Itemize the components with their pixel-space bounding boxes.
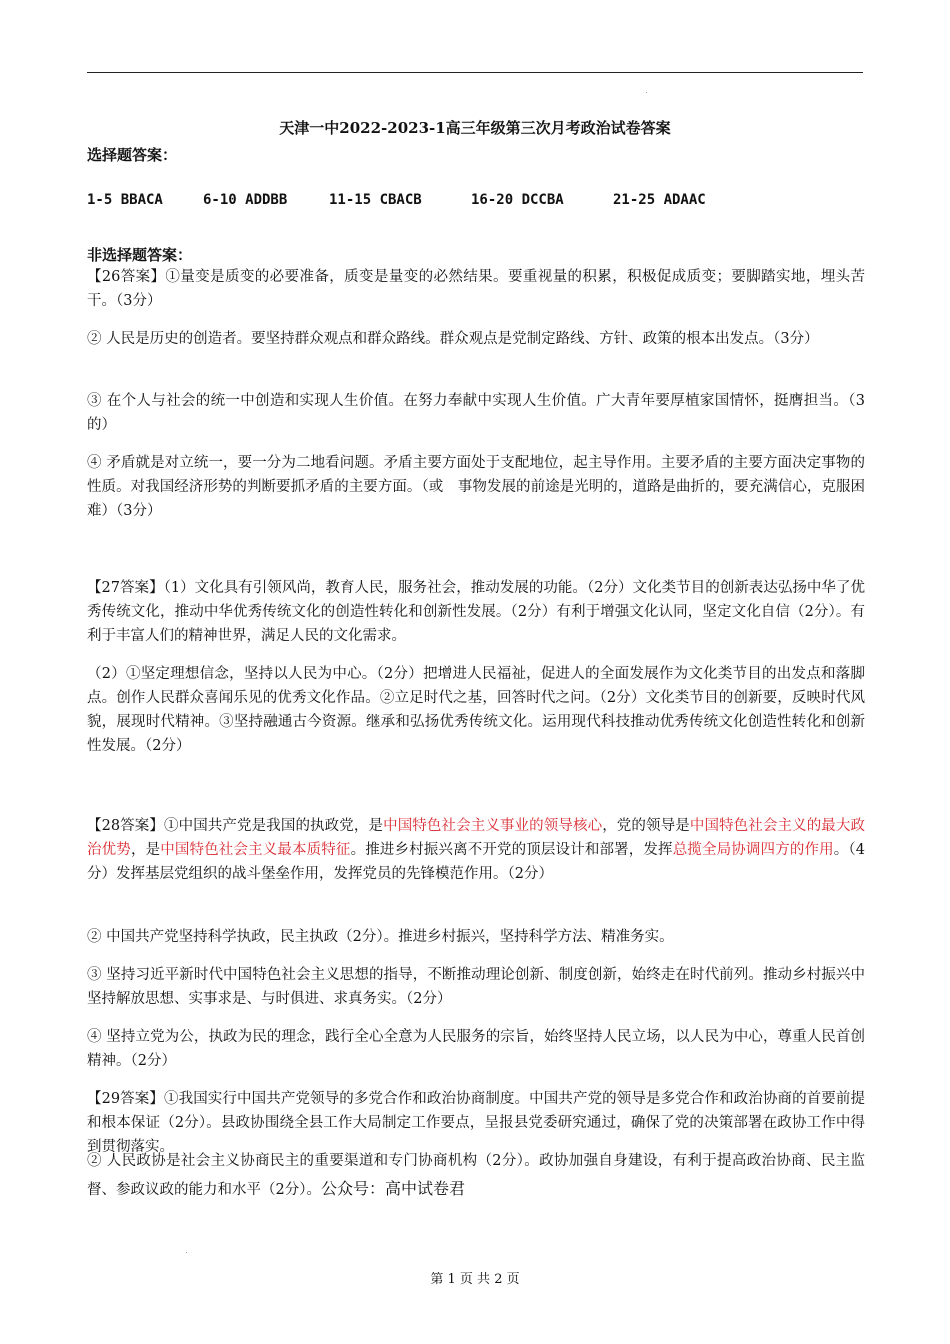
q28-highlight: 总揽全局协调四方的作用: [672, 842, 834, 858]
q28-text: 【28答案】①中国共产党是我国的执政党，是: [87, 818, 384, 834]
q29-text: ② 人民政协是社会主义协商民主的重要渠道和专门协商机构（2分）。政协加强自身建设，有利于提高政治协商、民主监督、参政议政的能力和水平（2分）。: [87, 1153, 865, 1198]
q26-point-3: ③ 在个人与社会的统一中创造和实现人生价值。在努力奉献中实现人生价值。广大青年要厚植家国情怀，挺膺担当。（3的）: [87, 393, 865, 433]
scan-dot: [186, 1252, 187, 1253]
watermark-text: 公众号：高中试卷君: [320, 1179, 465, 1198]
q28-highlight: 中国特色社会主义事业的领导核心: [383, 818, 603, 834]
answer-group: 6-10 ADDBB: [203, 192, 288, 208]
q27-part-1: 【27答案】（1）文化具有引领风尚，教育人民，服务社会，推动发展的功能。（2分）文化类节目的创新表达弘扬中华了优秀传统文化，推动中华优秀传统文化的创造性转化和创新性发展。（2分）有利于增强文化认同，坚定文化自信（2分）。有利于丰富人们的精神世界，满足人民的文化需求。: [87, 580, 865, 644]
q28-highlight: 中国特色社会主义最本质特征: [160, 842, 351, 858]
answer-group: 16-20 DCCBA: [471, 192, 564, 208]
page-title: 天津一中2022-2023-1高三年级第三次月考政治试卷答案: [279, 119, 671, 137]
scan-dot: [646, 92, 647, 93]
nonchoice-heading: 非选择题答案：: [87, 246, 193, 264]
q29-point-1: 【29答案】①我国实行中国共产党领导的多党合作和政治协商制度。中国共产党的领导是多党合作和政治协商的首要前提和根本保证（2分）。县政协围绕全县工作大局制定工作要点，呈报县党委研究通过，确保了党的决策部署在政协工作中得到贯彻落实。: [87, 1091, 865, 1155]
q28-text: ，是: [130, 842, 161, 858]
q28-point-4: ④ 坚持立党为公，执政为民的理念，践行全心全意为人民服务的宗旨，始终坚持人民立场，以人民为中心，尊重人民首创精神。（2分）: [87, 1029, 865, 1069]
answer-group: 21-25 ADAAC: [613, 192, 706, 208]
page-footer: 第 1 页 共 2 页: [430, 1272, 520, 1287]
q26-point-1: 【26答案】①量变是质变的必要准备，质变是量变的必然结果。要重视量的积累，积极促成质变；要脚踏实地，埋头苦干。（3分）: [87, 269, 865, 309]
q28-text: 。（4分）发挥基层党组织的战斗堡垒作用，发挥党员的先锋模范作用。（2分）: [87, 842, 866, 882]
q28-text: 。推进乡村振兴离不开党的顶层设计和部署，发挥: [350, 842, 673, 858]
q29-point-2: [87, 1148, 865, 1204]
answer-group: 1-5 BBACA: [87, 192, 163, 208]
q28-text: ，党的领导是: [602, 818, 690, 834]
q28-highlight: 中国特色社会主义的最大政治优势: [87, 818, 866, 858]
q28-point-3: ③ 坚持习近平新时代中国特色社会主义思想的指导，不断推动理论创新、制度创新，始终走在时代前列。推动乡村振兴中坚持解放思想、实事求是、与时俱进、求真务实。（2分）: [87, 967, 865, 1007]
q28-point-2: ② 中国共产党坚持科学执政，民主执政（2分）。推进乡村振兴，坚持科学方法、精准务实。: [87, 929, 674, 945]
q26-point-4: ④ 矛盾就是对立统一，要一分为二地看问题。矛盾主要方面处于支配地位，起主导作用。主要矛盾的主要方面决定事物的性质。对我国经济形势的判断要抓矛盾的主要方面。（或 事物发展的前途是光明的，道路是曲折的，要充满信心，克服困难）（3分）: [87, 455, 865, 519]
q26-point-2: ② 人民是历史的创造者。要坚持群众观点和群众路线。群众观点是党制定路线、方针、政策的根本出发点。（3分）: [87, 331, 819, 347]
answer-group: 11-15 CBACB: [329, 192, 422, 208]
header-rule: [87, 72, 863, 73]
q28-point-1: [87, 814, 865, 886]
q27-part-2: （2）①坚定理想信念，坚持以人民为中心。（2分）把增进人民福祉，促进人的全面发展作为文化类节目的出发点和落脚点。创作人民群众喜闻乐见的优秀文化作品。②立足时代之基，回答时代之问。（2分）文化类节目的创新要，反映时代风貌，展现时代精神。③坚持融通古今资源。继承和弘扬优秀传统文化。运用现代科技推动优秀传统文化创造性转化和创新性发展。（2分）: [87, 666, 865, 754]
choice-heading: 选择题答案：: [87, 146, 178, 164]
